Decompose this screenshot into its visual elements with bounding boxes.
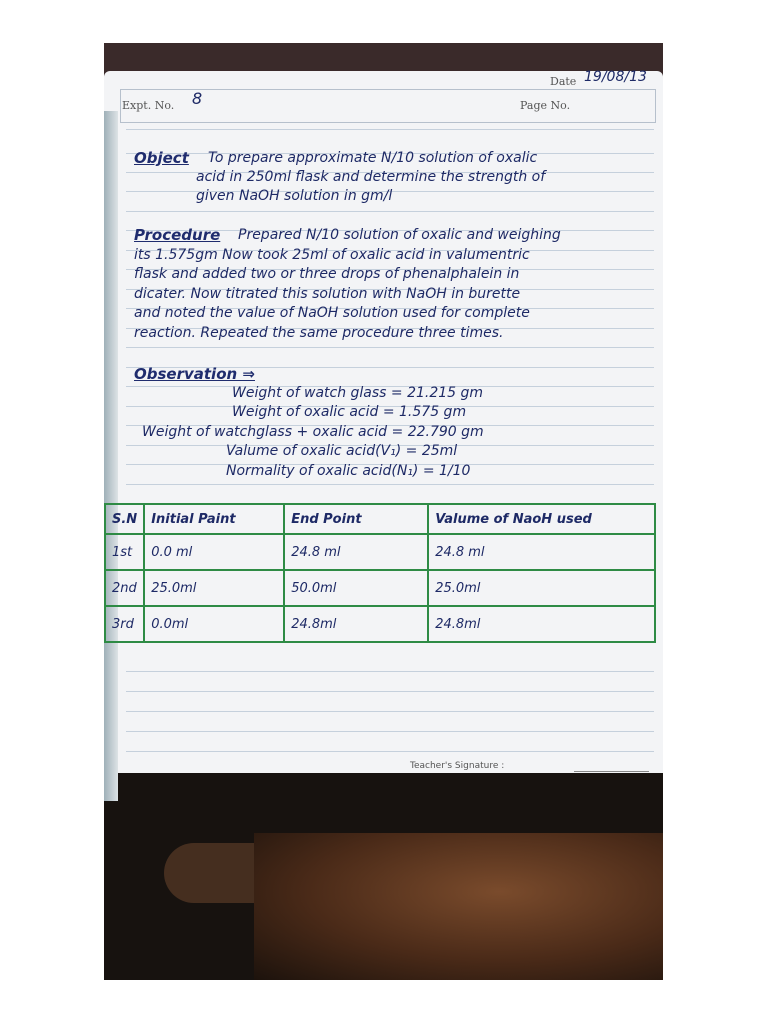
table-row bbox=[105, 534, 655, 570]
table-row bbox=[105, 606, 655, 642]
header-naoh-volume: Valume of NaoH used bbox=[428, 504, 655, 534]
table-row bbox=[105, 570, 655, 606]
notebook-spine bbox=[104, 111, 118, 801]
header-end-point: End Point bbox=[284, 504, 428, 534]
cell-end: 24.8ml bbox=[284, 606, 428, 642]
procedure-line-1: Prepared N/10 solution of oxalic and weighing bbox=[238, 227, 561, 243]
cell-sn: 1st bbox=[105, 534, 144, 570]
cell-sn: 3rd bbox=[105, 606, 144, 642]
cell-sn: 2nd bbox=[105, 570, 144, 606]
notebook-photo bbox=[104, 43, 663, 980]
procedure-line-6: reaction. Repeated the same procedure three times. bbox=[134, 325, 504, 341]
cell-initial: 25.0ml bbox=[144, 570, 284, 606]
header-sn: S.N bbox=[105, 504, 144, 534]
observation-line-2: Weight of oxalic acid = 1.575 gm bbox=[232, 404, 467, 420]
teacher-signature-label: Teacher's Signature : bbox=[410, 761, 505, 771]
signature-line bbox=[574, 771, 649, 772]
object-line-3: given NaOH solution in gm/l bbox=[196, 188, 393, 204]
notebook-page bbox=[104, 71, 663, 773]
cell-volume: 25.0ml bbox=[428, 570, 655, 606]
observation-line-5: Normality of oxalic acid(N₁) = 1/10 bbox=[226, 463, 471, 479]
date-label: Date bbox=[550, 75, 577, 88]
procedure-heading: Procedure bbox=[134, 226, 221, 244]
observation-line-4: Valume of oxalic acid(V₁) = 25ml bbox=[226, 443, 458, 459]
procedure-line-5: and noted the value of NaOH solution used for complete bbox=[134, 305, 530, 321]
cell-volume: 24.8ml bbox=[428, 606, 655, 642]
observation-line-1: Weight of watch glass = 21.215 gm bbox=[232, 385, 484, 401]
observation-heading: Observation ⇒ bbox=[134, 365, 255, 383]
procedure-line-4: dicater. Now titrated this solution with NaOH in burette bbox=[134, 286, 521, 302]
leather-bag bbox=[254, 833, 663, 980]
procedure-line-3: flask and added two or three drops of phenalphalein in bbox=[134, 266, 520, 282]
expt-no-label: Expt. No. bbox=[122, 99, 175, 112]
cell-volume: 24.8 ml bbox=[428, 534, 655, 570]
cell-end: 24.8 ml bbox=[284, 534, 428, 570]
procedure-line-2: its 1.575gm Now took 25ml of oxalic acid in valumentric bbox=[134, 247, 530, 263]
object-line-1: To prepare approximate N/10 solution of oxalic bbox=[208, 150, 538, 166]
table-header-row bbox=[105, 504, 655, 534]
expt-no-value: 8 bbox=[192, 89, 203, 108]
page-no-label: Page No. bbox=[520, 99, 571, 112]
cell-initial: 0.0 ml bbox=[144, 534, 284, 570]
object-heading: Object bbox=[134, 149, 189, 167]
header-initial-point: Initial Paint bbox=[144, 504, 284, 534]
date-value: 19/08/13 bbox=[584, 69, 647, 85]
observation-table bbox=[104, 503, 656, 643]
cell-initial: 0.0ml bbox=[144, 606, 284, 642]
cell-end: 50.0ml bbox=[284, 570, 428, 606]
object-line-2: acid in 250ml flask and determine the strength of bbox=[196, 169, 546, 185]
observation-line-3: Weight of watchglass + oxalic acid = 22.790 gm bbox=[142, 424, 484, 440]
